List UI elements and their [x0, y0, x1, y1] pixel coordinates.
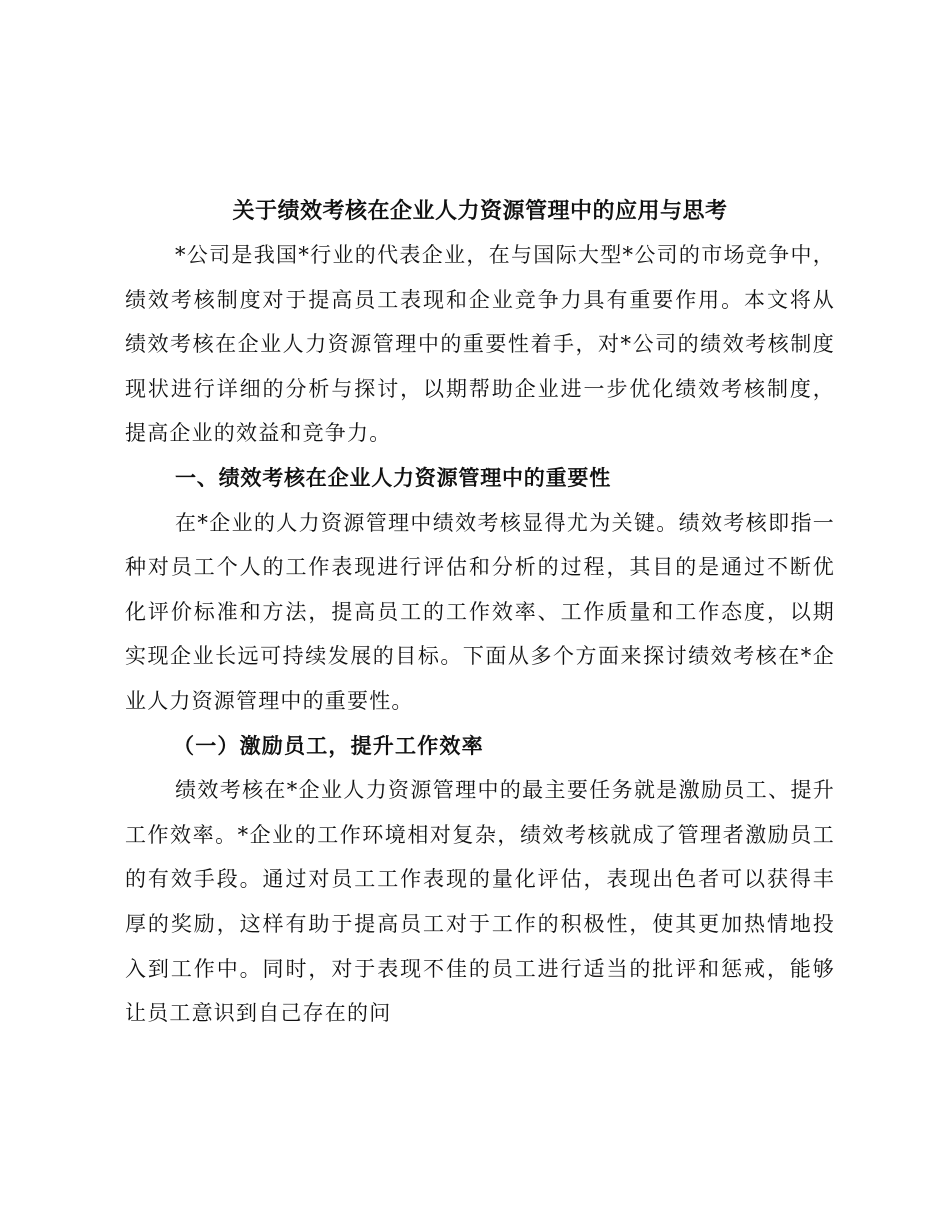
document-title: 关于绩效考核在企业人力资源管理中的应用与思考: [232, 198, 728, 224]
subsection-heading-1: （一）激励员工，提升工作效率: [173, 732, 484, 758]
section-heading-1: 一、绩效考核在企业人力资源管理中的重要性: [175, 465, 611, 490]
document-body: [125, 195, 835, 1036]
subsection-1-paragraph: 绩效考核在*企业人力资源管理中的最主要任务就是激励员工、提升工作效率。*企业的工作环境相对复杂，绩效考核就成了管理者激励员工的有效手段。通过对员工工作表现的量化评估，表现出色者可以获得丰厚的奖励，这样有助于提高员工对于工作的积极性，使其更加热情地投入到工作中。同时，对于表现不佳的员工进行适当的批评和惩戒，能够让员工意识到自己存在的问: [125, 778, 835, 1026]
intro-paragraph: *公司是我国*行业的代表企业，在与国际大型*公司的市场竞争中，绩效考核制度对于提高员工表现和企业竞争力具有重要作用。本文将从绩效考核在企业人力资源管理中的重要性着手，对*公司的绩效考核制度现状进行详细的分析与探讨，以期帮助企业进一步优化绩效考核制度，提高企业的效益和竞争力。: [125, 243, 835, 446]
section-1-paragraph: 在*企业的人力资源管理中绩效考核显得尤为关键。绩效考核即指一种对员工个人的工作表现进行评估和分析的过程，其目的是通过不断优化评价标准和方法，提高员工的工作效率、工作质量和工作态度，以期实现企业长远可持续发展的目标。下面从多个方面来探讨绩效考核在*企业人力资源管理中的重要性。: [125, 510, 835, 713]
